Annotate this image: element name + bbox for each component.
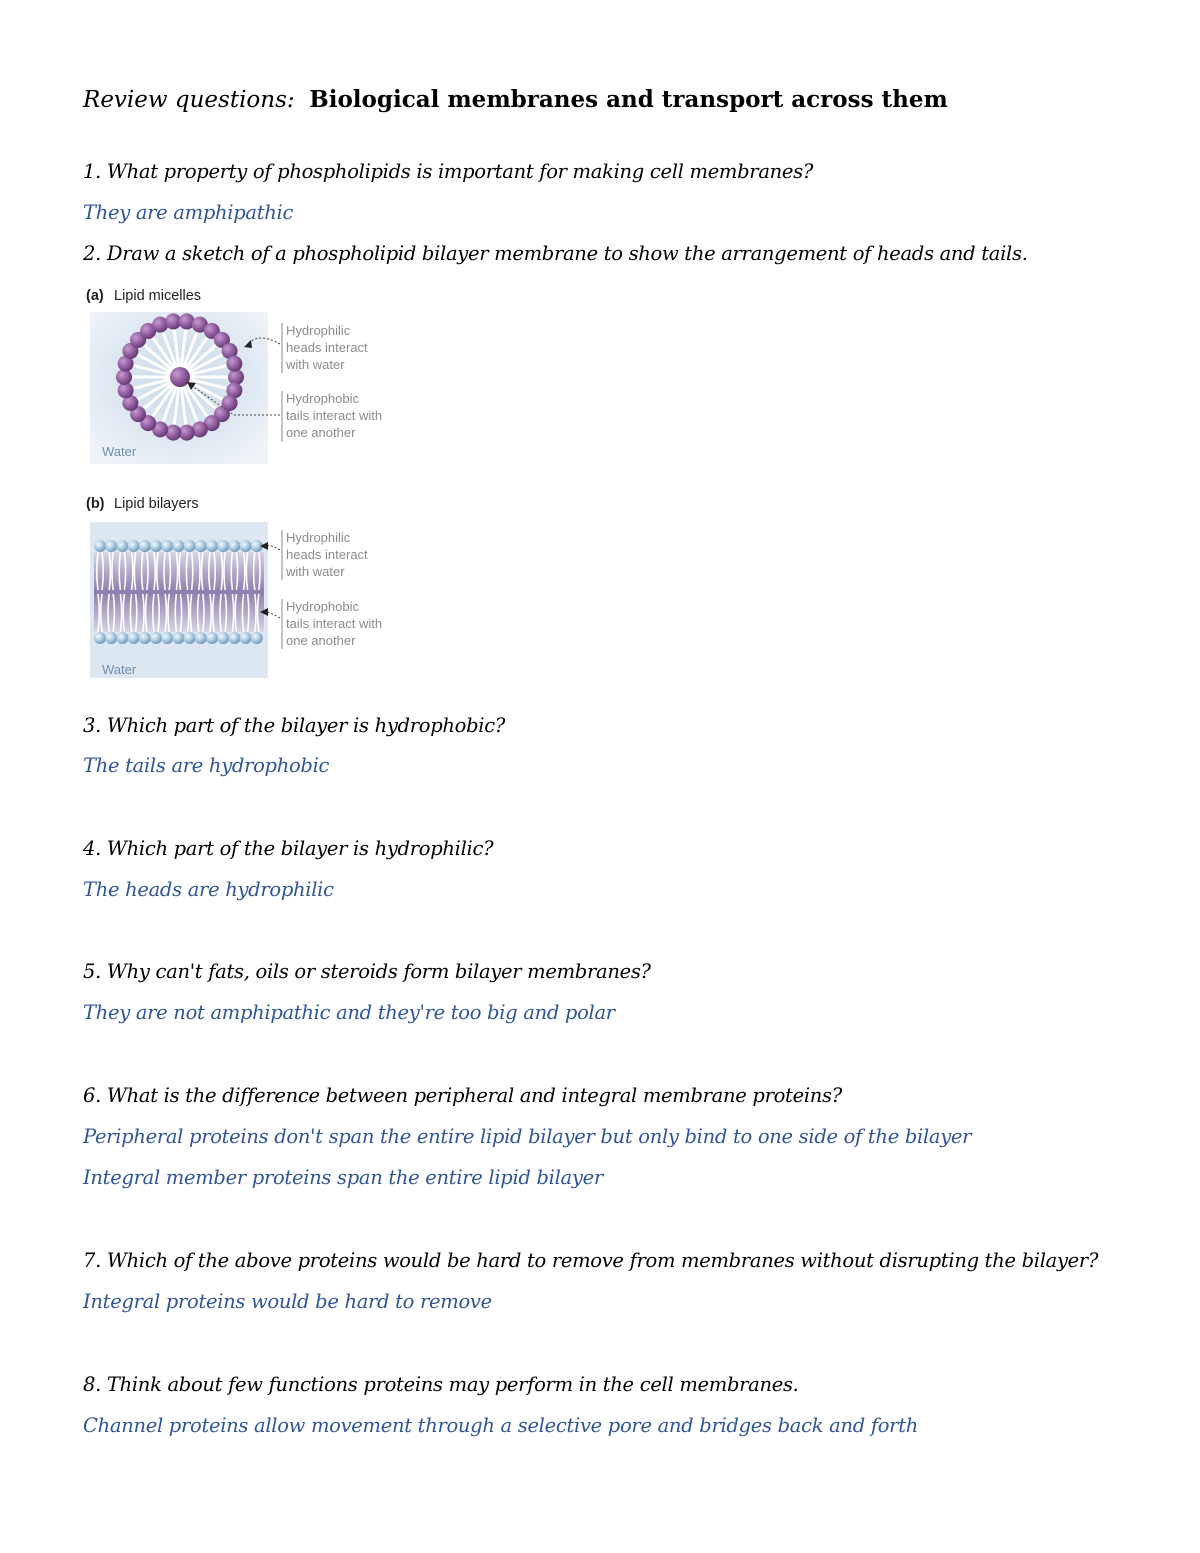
bilayer-head-bottom bbox=[206, 632, 218, 644]
label-a-tails bbox=[286, 391, 386, 440]
panel-b-label: Lipid bilayers bbox=[114, 496, 199, 512]
question-1: 1. What property of phospholipids is important for making cell membranes? bbox=[83, 160, 814, 183]
answer-8: Channel proteins allow movement through a selective pore and bridges back and forth bbox=[83, 1414, 918, 1437]
bilayer-head-bottom bbox=[217, 632, 229, 644]
panel-a-label: Lipid micelles bbox=[114, 288, 202, 304]
lipid-figure bbox=[84, 282, 410, 696]
label-b-heads-line3: with water bbox=[286, 564, 345, 579]
question-6: 6. What is the difference between peripheral and integral membrane proteins? bbox=[83, 1084, 842, 1107]
question-4: 4. Which part of the bilayer is hydrophilic? bbox=[83, 837, 494, 860]
bilayer-head-top bbox=[195, 540, 207, 552]
question-5: 5. Why can't fats, oils or steroids form bilayer membranes? bbox=[83, 960, 651, 983]
bilayer-head-bottom bbox=[251, 632, 263, 644]
answer-6a: Peripheral proteins don't span the entire lipid bilayer but only bind to one side of the bilayer bbox=[83, 1125, 972, 1148]
question-3: 3. Which part of the bilayer is hydrophobic? bbox=[83, 714, 505, 737]
label-a-heads-line1: Hydrophilic bbox=[286, 323, 351, 338]
label-b-heads-line2: heads interact bbox=[286, 547, 368, 562]
bilayer-head-top bbox=[128, 540, 140, 552]
label-b-tails-line3: one another bbox=[286, 633, 356, 648]
answer-7: Integral proteins would be hard to remove bbox=[83, 1290, 492, 1313]
bilayer-head-bottom bbox=[184, 632, 196, 644]
label-a-tails-line3: one another bbox=[286, 425, 356, 440]
question-7: 7. Which of the above proteins would be hard to remove from membranes without disrupting the bilayer? bbox=[83, 1249, 1099, 1272]
bilayer-head-bottom bbox=[195, 632, 207, 644]
panel-a-water: Water bbox=[102, 444, 137, 459]
bilayer-head-bottom bbox=[116, 632, 128, 644]
question-8: 8. Think about few functions proteins may perform in the cell membranes. bbox=[83, 1373, 799, 1396]
bilayer-head-top bbox=[116, 540, 128, 552]
question-2: 2. Draw a sketch of a phospholipid bilayer membrane to show the arrangement of heads and tails. bbox=[83, 242, 1028, 265]
bilayer-head-bottom bbox=[240, 632, 252, 644]
label-b-tails-line2: tails interact with bbox=[286, 616, 383, 631]
bilayer-head-top bbox=[161, 540, 173, 552]
answer-4: The heads are hydrophilic bbox=[83, 878, 334, 901]
label-a-heads-line3: with water bbox=[286, 357, 345, 372]
label-b-heads-line1: Hydrophilic bbox=[286, 530, 351, 545]
panel-b-letter: (b) bbox=[86, 496, 105, 512]
bilayer-head-bottom bbox=[94, 632, 106, 644]
bilayer-head-bottom bbox=[172, 632, 184, 644]
micelle-head bbox=[226, 356, 242, 372]
bilayer-head-bottom bbox=[228, 632, 240, 644]
answer-5: They are not amphipathic and they're too big and polar bbox=[83, 1001, 615, 1024]
bilayer-head-top bbox=[105, 540, 117, 552]
label-a-tails-line2: tails interact with bbox=[286, 408, 383, 423]
bilayer-head-top bbox=[150, 540, 162, 552]
bilayer-head-bottom bbox=[128, 632, 140, 644]
title-prefix: Review questions: bbox=[83, 87, 295, 113]
label-b-heads bbox=[285, 530, 371, 579]
bilayer-head-top bbox=[172, 540, 184, 552]
bilayer-head-bottom bbox=[161, 632, 173, 644]
bilayer-head-top bbox=[217, 540, 229, 552]
panel-a-letter: (a) bbox=[86, 288, 104, 304]
bilayer-head-bottom bbox=[105, 632, 117, 644]
title-main: Biological membranes and transport across them bbox=[309, 86, 948, 113]
label-a-heads bbox=[285, 323, 371, 372]
panel-b-water: Water bbox=[102, 662, 137, 677]
label-a-tails-line1: Hydrophobic bbox=[286, 391, 359, 406]
bilayer-head-top bbox=[94, 540, 106, 552]
page-title bbox=[83, 86, 948, 113]
bilayer-head-bottom bbox=[150, 632, 162, 644]
bilayer-head-top bbox=[228, 540, 240, 552]
answer-6b: Integral member proteins span the entire lipid bilayer bbox=[83, 1166, 603, 1189]
label-a-heads-line2: heads interact bbox=[286, 340, 368, 355]
pointer-b-heads bbox=[266, 546, 280, 551]
answer-1: They are amphipathic bbox=[83, 201, 294, 224]
bilayer-head-top bbox=[206, 540, 218, 552]
bilayer-head-top bbox=[139, 540, 151, 552]
answer-3: The tails are hydrophobic bbox=[83, 754, 330, 777]
bilayer-head-top bbox=[184, 540, 196, 552]
bilayer-head-bottom bbox=[139, 632, 151, 644]
micelle-core bbox=[170, 367, 190, 387]
label-b-tails-line1: Hydrophobic bbox=[286, 599, 359, 614]
label-b-tails bbox=[286, 599, 386, 648]
bilayer-head-top bbox=[240, 540, 252, 552]
pointer-b-tails bbox=[266, 612, 280, 618]
